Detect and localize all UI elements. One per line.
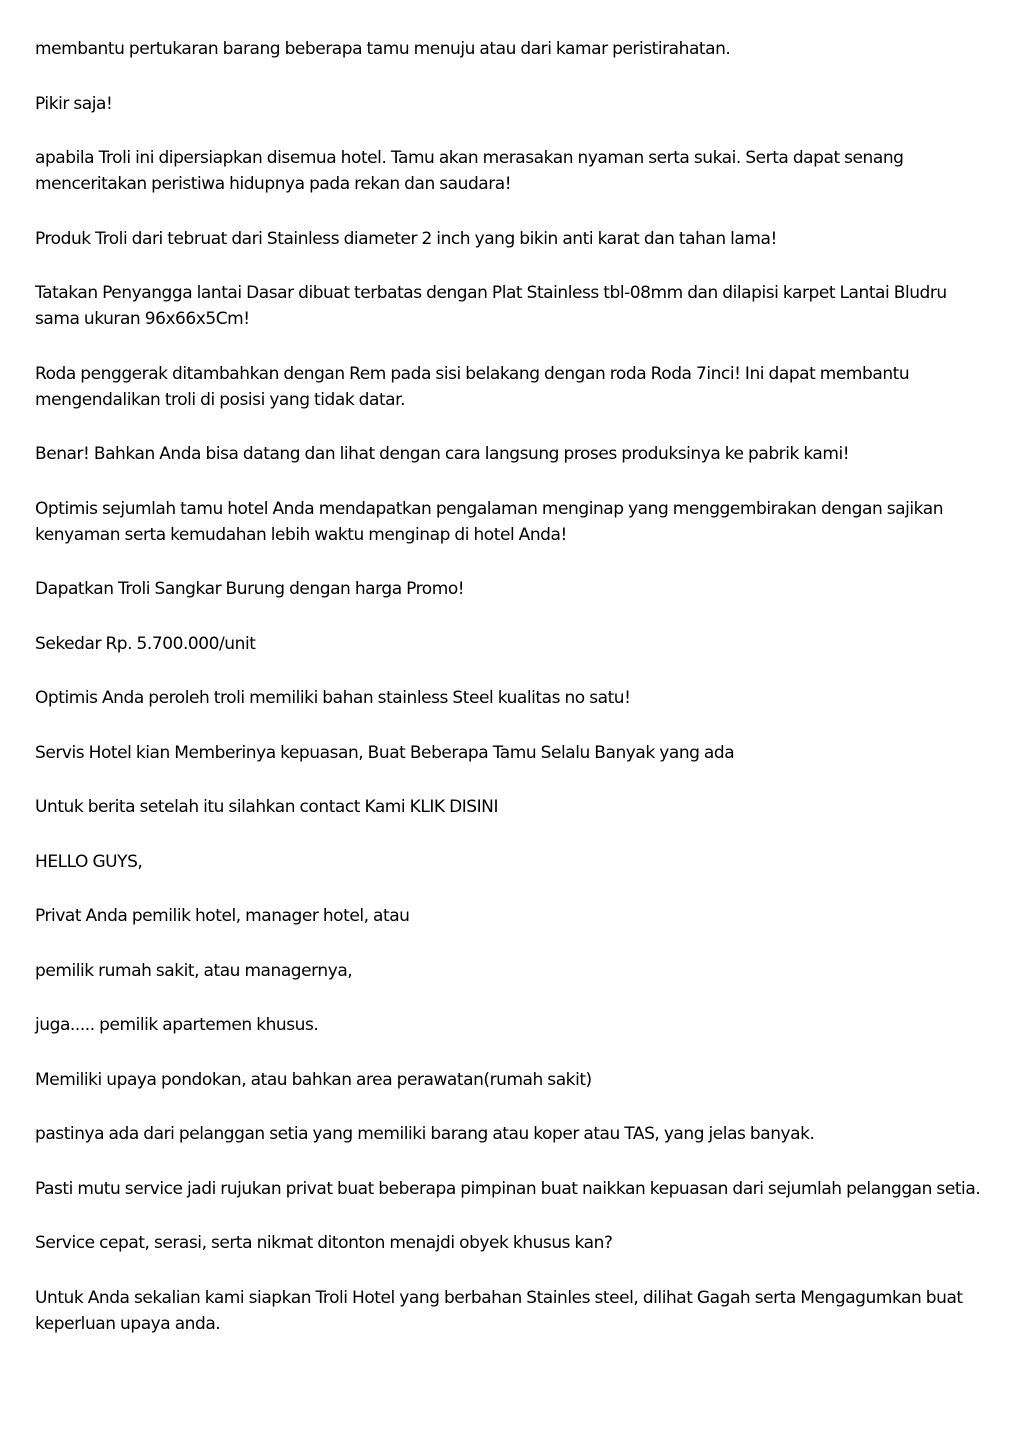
paragraph-4: Produk Troli dari tebruat dari Stainless diameter 2 inch yang bikin anti karat dan tahan lama! <box>35 228 777 249</box>
paragraph-18: Memiliki upaya pondokan, atau bahkan area perawatan(rumah sakit) <box>35 1069 592 1090</box>
paragraph-7: Benar! Bahkan Anda bisa datang dan lihat dengan cara langsung proses produksinya ke pabrik kami! <box>35 444 850 464</box>
paragraph-20: Pasti mutu service jadi rujukan privat buat beberapa pimpinan buat naikkan kepuasan dari sejumlah pelanggan setia. <box>35 1178 981 1199</box>
paragraph-21: Service cepat, serasi, serta nikmat ditonton menajdi obyek khusus kan? <box>35 1233 613 1253</box>
paragraph-12: Servis Hotel kian Memberinya kepuasan, Buat Beberapa Tamu Selalu Banyak yang ada <box>35 742 735 763</box>
document-body <box>35 36 985 1365</box>
paragraph-3: apabila Troli ini dipersiapkan disemua hotel. Tamu akan merasakan nyaman serta sukai. Serta dapat senang menceritakan peristiwa hidupnya pada rekan dan saudara! <box>35 148 904 194</box>
price-paragraph: Sekedar Rp. 5.700.000/unit <box>35 633 256 654</box>
paragraph-2: Pikir saja! <box>35 93 113 114</box>
paragraph-6: Roda penggerak ditambahkan dengan Rem pada sisi belakang dengan roda Roda 7inci! Ini dapat membantu mengendalikan troli di posisi yang tidak datar. <box>35 363 910 410</box>
paragraph-15: Privat Anda pemilik hotel, manager hotel, atau <box>35 906 410 926</box>
paragraph-1: membantu pertukaran barang beberapa tamu menuju atau dari kamar peristirahatan. <box>35 39 731 59</box>
paragraph-8: Optimis sejumlah tamu hotel Anda mendapatkan pengalaman menginap yang menggembirakan dengan sajikan kenyaman serta kemudahan lebih waktu menginap di hotel Anda! <box>35 498 944 545</box>
paragraph-9: Dapatkan Troli Sangkar Burung dengan harga Promo! <box>35 579 465 599</box>
paragraph-16: pemilik rumah sakit, atau managernya, <box>35 960 353 981</box>
paragraph-19: pastinya ada dari pelanggan setia yang memiliki barang atau koper atau TAS, yang jelas banyak. <box>35 1124 815 1144</box>
contact-paragraph: Untuk berita setelah itu silahkan contact Kami KLIK DISINI <box>35 797 499 817</box>
paragraph-17: juga..... pemilik apartemen khusus. <box>35 1015 319 1035</box>
paragraph-22: Untuk Anda sekalian kami siapkan Troli Hotel yang berbahan Stainles steel, dilihat Gagah serta Mengagumkan buat keperluan upaya anda. <box>35 1287 963 1334</box>
paragraph-5: Tatakan Penyangga lantai Dasar dibuat terbatas dengan Plat Stainless tbl-08mm dan dilapisi karpet Lantai Bludru sama ukuran 96x66x5Cm! <box>35 283 947 329</box>
greeting-paragraph: HELLO GUYS, <box>35 851 143 872</box>
paragraph-11: Optimis Anda peroleh troli memiliki bahan stainless Steel kualitas no satu! <box>35 688 631 708</box>
